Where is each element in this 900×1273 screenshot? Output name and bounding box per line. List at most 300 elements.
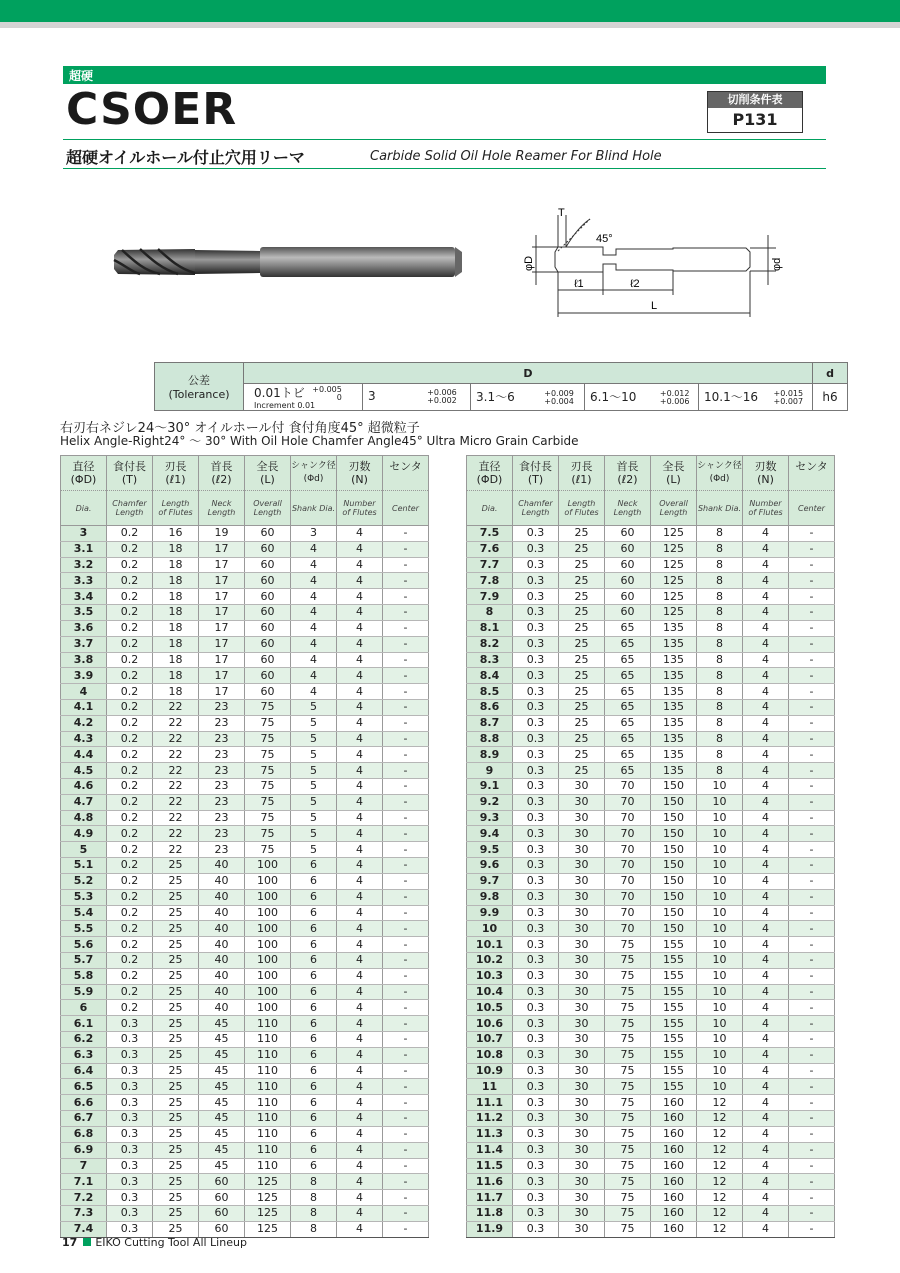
table-cell: 19	[199, 526, 245, 542]
table-cell: 60	[245, 589, 291, 605]
table-cell: 110	[245, 1047, 291, 1063]
table-cell: -	[789, 779, 835, 795]
diameter-cell: 3.5	[61, 605, 107, 621]
table-cell: 4	[337, 763, 383, 779]
diameter-cell: 6.8	[61, 1126, 107, 1142]
table-cell: 30	[559, 794, 605, 810]
column-header	[789, 456, 835, 526]
table-cell: 0.3	[513, 1047, 559, 1063]
diameter-cell: 6	[61, 1000, 107, 1016]
table-cell: 4	[337, 636, 383, 652]
table-cell: 10	[697, 968, 743, 984]
table-cell: -	[789, 541, 835, 557]
table-cell: -	[383, 1111, 429, 1127]
table-cell: 0.3	[107, 1079, 153, 1095]
table-cell: 0.3	[513, 921, 559, 937]
table-cell: 0.2	[107, 636, 153, 652]
table-cell: -	[383, 763, 429, 779]
table-cell: -	[383, 636, 429, 652]
table-cell: -	[383, 1190, 429, 1206]
table-cell: 5	[291, 794, 337, 810]
table-cell: 30	[559, 826, 605, 842]
diameter-cell: 7.7	[467, 557, 513, 573]
table-row	[61, 1016, 429, 1032]
table-cell: 8	[697, 573, 743, 589]
table-cell: 8	[697, 541, 743, 557]
table-row	[467, 921, 835, 937]
table-cell: 4	[743, 684, 789, 700]
table-cell: -	[383, 937, 429, 953]
table-cell: 4	[291, 541, 337, 557]
table-cell: 4	[743, 557, 789, 573]
table-row	[467, 541, 835, 557]
diameter-cell: 8.7	[467, 715, 513, 731]
table-cell: 4	[743, 715, 789, 731]
diameter-cell: 11.3	[467, 1126, 513, 1142]
table-cell: 5	[291, 810, 337, 826]
table-cell: 0.2	[107, 826, 153, 842]
table-cell: 0.3	[513, 905, 559, 921]
table-cell: 4	[743, 1221, 789, 1237]
table-cell: 0.3	[513, 779, 559, 795]
table-cell: 60	[245, 541, 291, 557]
table-row	[467, 747, 835, 763]
table-cell: 12	[697, 1095, 743, 1111]
table-row	[61, 1142, 429, 1158]
diameter-cell: 6.9	[61, 1142, 107, 1158]
table-cell: 6	[291, 1158, 337, 1174]
table-cell: -	[789, 763, 835, 779]
table-cell: 45	[199, 1095, 245, 1111]
table-cell: 160	[651, 1205, 697, 1221]
footer	[62, 1236, 247, 1249]
table-cell: 110	[245, 1063, 291, 1079]
table-cell: -	[383, 905, 429, 921]
table-cell: 65	[605, 620, 651, 636]
table-cell: 12	[697, 1126, 743, 1142]
diameter-cell: 3.1	[61, 541, 107, 557]
table-cell: 0.2	[107, 921, 153, 937]
table-cell: 4	[743, 589, 789, 605]
table-cell: 4	[337, 905, 383, 921]
column-header-en: Overall Length	[245, 490, 290, 525]
table-row	[61, 858, 429, 874]
table-cell: 0.2	[107, 858, 153, 874]
table-row	[61, 699, 429, 715]
table-cell: 10	[697, 921, 743, 937]
table-cell: 25	[153, 1221, 199, 1237]
table-cell: 0.2	[107, 968, 153, 984]
table-cell: -	[789, 557, 835, 573]
table-cell: 25	[559, 557, 605, 573]
table-cell: 4	[337, 668, 383, 684]
table-cell: 25	[153, 1126, 199, 1142]
table-cell: -	[789, 684, 835, 700]
table-cell: 16	[153, 526, 199, 542]
diameter-cell: 5.4	[61, 905, 107, 921]
table-cell: 17	[199, 573, 245, 589]
table-cell: -	[383, 652, 429, 668]
table-cell: -	[789, 715, 835, 731]
table-cell: 155	[651, 952, 697, 968]
table-cell: 10	[697, 842, 743, 858]
table-cell: 4	[337, 526, 383, 542]
table-cell: 4	[291, 636, 337, 652]
table-cell: 6	[291, 1095, 337, 1111]
table-cell: -	[383, 557, 429, 573]
subtitle-en: Carbide Solid Oil Hole Reamer For Blind Hole	[370, 149, 662, 164]
table-cell: 4	[337, 1221, 383, 1237]
table-cell: 4	[743, 573, 789, 589]
diameter-cell: 4.7	[61, 794, 107, 810]
table-cell: -	[383, 605, 429, 621]
table-cell: 4	[337, 1047, 383, 1063]
column-header	[107, 456, 153, 526]
diameter-cell: 6.4	[61, 1063, 107, 1079]
diameter-cell: 8.5	[467, 684, 513, 700]
table-cell: 65	[605, 684, 651, 700]
table-cell: 4	[743, 1174, 789, 1190]
table-cell: 10	[697, 873, 743, 889]
table-cell: 0.3	[513, 1174, 559, 1190]
table-row	[467, 810, 835, 826]
table-row	[467, 589, 835, 605]
table-cell: 125	[651, 526, 697, 542]
table-cell: 4	[743, 1111, 789, 1127]
table-cell: 0.2	[107, 731, 153, 747]
table-header-row	[61, 456, 429, 526]
table-row	[61, 794, 429, 810]
cutting-conditions-page[interactable]: P131	[732, 110, 778, 129]
table-row	[61, 810, 429, 826]
table-cell: 25	[153, 1079, 199, 1095]
table-cell: 70	[605, 858, 651, 874]
table-cell: 60	[199, 1205, 245, 1221]
table-row	[467, 968, 835, 984]
table-row	[467, 1047, 835, 1063]
table-row	[467, 557, 835, 573]
table-cell: 0.2	[107, 652, 153, 668]
table-cell: 6	[291, 921, 337, 937]
table-cell: 155	[651, 1000, 697, 1016]
table-cell: 110	[245, 1079, 291, 1095]
table-cell: 4	[337, 715, 383, 731]
table-cell: 45	[199, 1142, 245, 1158]
diameter-cell: 9.4	[467, 826, 513, 842]
table-cell: 0.3	[513, 794, 559, 810]
column-header-en: Chamfer Length	[513, 490, 558, 525]
table-cell: 0.3	[513, 652, 559, 668]
table-cell: -	[383, 1079, 429, 1095]
table-cell: 125	[245, 1190, 291, 1206]
diameter-cell: 7.1	[61, 1174, 107, 1190]
column-header-en: Center	[789, 490, 834, 525]
table-cell: 10	[697, 1032, 743, 1048]
column-header-en: Shank Dia.	[291, 490, 336, 525]
table-cell: 75	[605, 1111, 651, 1127]
table-cell: 8	[291, 1221, 337, 1237]
diameter-cell: 11.5	[467, 1158, 513, 1174]
table-cell: 0.3	[513, 889, 559, 905]
table-row	[61, 1190, 429, 1206]
table-row	[467, 937, 835, 953]
table-cell: 70	[605, 779, 651, 795]
table-cell: 75	[605, 952, 651, 968]
table-cell: 0.2	[107, 747, 153, 763]
table-row	[467, 984, 835, 1000]
table-cell: 30	[559, 937, 605, 953]
table-cell: 4	[743, 541, 789, 557]
table-cell: 4	[291, 620, 337, 636]
column-header	[559, 456, 605, 526]
table-cell: 8	[697, 684, 743, 700]
table-cell: 65	[605, 699, 651, 715]
table-cell: 10	[697, 889, 743, 905]
table-cell: 25	[153, 1095, 199, 1111]
table-cell: 30	[559, 1190, 605, 1206]
diameter-cell: 4.8	[61, 810, 107, 826]
table-cell: 25	[153, 905, 199, 921]
table-cell: -	[383, 779, 429, 795]
table-row	[61, 668, 429, 684]
table-cell: 100	[245, 905, 291, 921]
table-cell: 8	[697, 715, 743, 731]
diameter-cell: 4	[61, 684, 107, 700]
table-row	[467, 763, 835, 779]
column-header-en: Center	[383, 490, 428, 525]
top-gray-band	[0, 22, 900, 28]
table-cell: 17	[199, 668, 245, 684]
column-header-jp: 全長 (L)	[662, 460, 685, 486]
diameter-cell: 4.9	[61, 826, 107, 842]
table-cell: 0.2	[107, 873, 153, 889]
column-header-en: Shank Dia.	[697, 490, 742, 525]
table-cell: -	[789, 1221, 835, 1237]
table-cell: -	[383, 1095, 429, 1111]
table-cell: -	[789, 921, 835, 937]
table-row	[467, 779, 835, 795]
table-cell: 110	[245, 1126, 291, 1142]
table-cell: 0.3	[107, 1047, 153, 1063]
table-cell: 0.3	[107, 1111, 153, 1127]
table-cell: 60	[245, 557, 291, 573]
column-header-jp: センタ	[795, 460, 828, 473]
table-cell: 100	[245, 858, 291, 874]
table-cell: 4	[337, 1142, 383, 1158]
diameter-cell: 11.9	[467, 1221, 513, 1237]
diameter-cell: 10.6	[467, 1016, 513, 1032]
table-row	[61, 1079, 429, 1095]
table-cell: 25	[153, 1016, 199, 1032]
table-cell: 0.2	[107, 589, 153, 605]
table-row	[61, 731, 429, 747]
table-cell: 4	[337, 937, 383, 953]
table-row	[467, 826, 835, 842]
table-cell: 18	[153, 557, 199, 573]
diameter-cell: 8.1	[467, 620, 513, 636]
table-cell: 4	[337, 1190, 383, 1206]
diameter-cell: 3.7	[61, 636, 107, 652]
column-header	[291, 456, 337, 526]
table-cell: 0.2	[107, 605, 153, 621]
table-cell: 25	[559, 573, 605, 589]
column-header	[743, 456, 789, 526]
table-row	[61, 842, 429, 858]
table-cell: 0.3	[107, 1016, 153, 1032]
diameter-cell: 4.6	[61, 779, 107, 795]
diameter-cell: 10.1	[467, 937, 513, 953]
table-cell: 22	[153, 715, 199, 731]
table-cell: 75	[245, 731, 291, 747]
table-cell: 0.3	[513, 684, 559, 700]
footer-text: EIKO Cutting Tool All Lineup	[95, 1236, 247, 1249]
table-cell: 4	[743, 905, 789, 921]
diameter-cell: 8.4	[467, 668, 513, 684]
table-cell: 8	[697, 526, 743, 542]
table-cell: 155	[651, 937, 697, 953]
table-cell: 17	[199, 636, 245, 652]
table-cell: 4	[337, 1174, 383, 1190]
table-cell: 0.3	[513, 557, 559, 573]
table-cell: 0.3	[513, 1000, 559, 1016]
table-cell: 75	[245, 826, 291, 842]
table-cell: 75	[605, 1016, 651, 1032]
table-cell: 4	[743, 1000, 789, 1016]
table-cell: 100	[245, 1000, 291, 1016]
table-cell: 75	[605, 1190, 651, 1206]
table-cell: 0.3	[513, 763, 559, 779]
table-cell: 125	[651, 541, 697, 557]
reamer-photo	[100, 236, 470, 288]
table-cell: 30	[559, 1063, 605, 1079]
table-row	[61, 620, 429, 636]
size-table-left	[60, 455, 429, 1238]
table-cell: 0.3	[513, 731, 559, 747]
table-cell: 60	[605, 589, 651, 605]
table-cell: 75	[245, 747, 291, 763]
cutting-conditions-box[interactable]	[707, 91, 803, 133]
table-cell: 60	[245, 526, 291, 542]
table-cell: 0.3	[513, 715, 559, 731]
table-cell: 4	[743, 763, 789, 779]
table-cell: 0.3	[107, 1221, 153, 1237]
subtitle-jp: 超硬オイルホール付止穴用リーマ	[66, 148, 305, 167]
table-cell: 75	[605, 968, 651, 984]
table-cell: 6	[291, 1032, 337, 1048]
table-cell: 0.2	[107, 810, 153, 826]
table-cell: 60	[245, 573, 291, 589]
table-cell: 0.2	[107, 889, 153, 905]
table-cell: 160	[651, 1095, 697, 1111]
table-cell: 30	[559, 968, 605, 984]
table-cell: 100	[245, 937, 291, 953]
table-cell: 30	[559, 842, 605, 858]
product-title: CSOER	[66, 84, 238, 135]
table-cell: 0.2	[107, 842, 153, 858]
table-row	[467, 1016, 835, 1032]
table-cell: 8	[697, 652, 743, 668]
table-cell: 4	[337, 826, 383, 842]
table-cell: 23	[199, 747, 245, 763]
table-cell: 100	[245, 873, 291, 889]
table-cell: 25	[153, 1142, 199, 1158]
table-row	[467, 1221, 835, 1237]
tolerance-label	[155, 363, 244, 411]
column-header-jp: 刃数 (N)	[348, 460, 371, 486]
table-cell: 65	[605, 747, 651, 763]
table-cell: 0.3	[513, 873, 559, 889]
table-cell: 60	[605, 541, 651, 557]
table-cell: 0.3	[513, 1126, 559, 1142]
table-cell: 22	[153, 763, 199, 779]
table-cell: 45	[199, 1079, 245, 1095]
table-cell: 0.3	[513, 541, 559, 557]
table-cell: 25	[559, 636, 605, 652]
table-cell: 4	[291, 573, 337, 589]
table-cell: 30	[559, 1221, 605, 1237]
table-cell: 0.2	[107, 699, 153, 715]
table-cell: 135	[651, 763, 697, 779]
tolerance-label-jp: 公差	[188, 374, 210, 387]
table-cell: 0.2	[107, 937, 153, 953]
table-cell: 0.3	[513, 699, 559, 715]
table-cell: -	[383, 1126, 429, 1142]
table-cell: -	[789, 952, 835, 968]
table-row	[61, 636, 429, 652]
table-cell: 4	[337, 731, 383, 747]
table-cell: 8	[697, 557, 743, 573]
table-cell: 0.3	[107, 1205, 153, 1221]
table-cell: 23	[199, 826, 245, 842]
table-cell: 40	[199, 968, 245, 984]
table-cell: 70	[605, 905, 651, 921]
table-cell: 4	[337, 620, 383, 636]
table-cell: 0.3	[107, 1174, 153, 1190]
table-cell: -	[383, 541, 429, 557]
table-cell: 0.3	[513, 573, 559, 589]
column-header	[697, 456, 743, 526]
table-cell: 135	[651, 699, 697, 715]
table-cell: 60	[245, 668, 291, 684]
table-cell: -	[789, 668, 835, 684]
table-cell: 65	[605, 731, 651, 747]
table-cell: 6	[291, 1079, 337, 1095]
table-cell: -	[383, 889, 429, 905]
table-cell: 5	[291, 731, 337, 747]
table-cell: -	[789, 810, 835, 826]
table-row	[467, 842, 835, 858]
table-cell: 18	[153, 573, 199, 589]
table-cell: 17	[199, 652, 245, 668]
diameter-cell: 11	[467, 1079, 513, 1095]
tolerance-label-en: (Tolerance)	[168, 388, 230, 401]
table-cell: 10	[697, 858, 743, 874]
table-cell: 75	[245, 794, 291, 810]
diameter-cell: 7.6	[467, 541, 513, 557]
table-cell: 4	[743, 937, 789, 953]
table-cell: 22	[153, 779, 199, 795]
table-cell: 0.2	[107, 684, 153, 700]
diameter-cell: 11.2	[467, 1111, 513, 1127]
table-cell: 0.2	[107, 541, 153, 557]
table-cell: 4	[337, 1079, 383, 1095]
table-cell: 30	[559, 1174, 605, 1190]
table-cell: 5	[291, 747, 337, 763]
table-row	[467, 668, 835, 684]
table-cell: 30	[559, 873, 605, 889]
table-cell: -	[383, 1158, 429, 1174]
diameter-cell: 9.9	[467, 905, 513, 921]
